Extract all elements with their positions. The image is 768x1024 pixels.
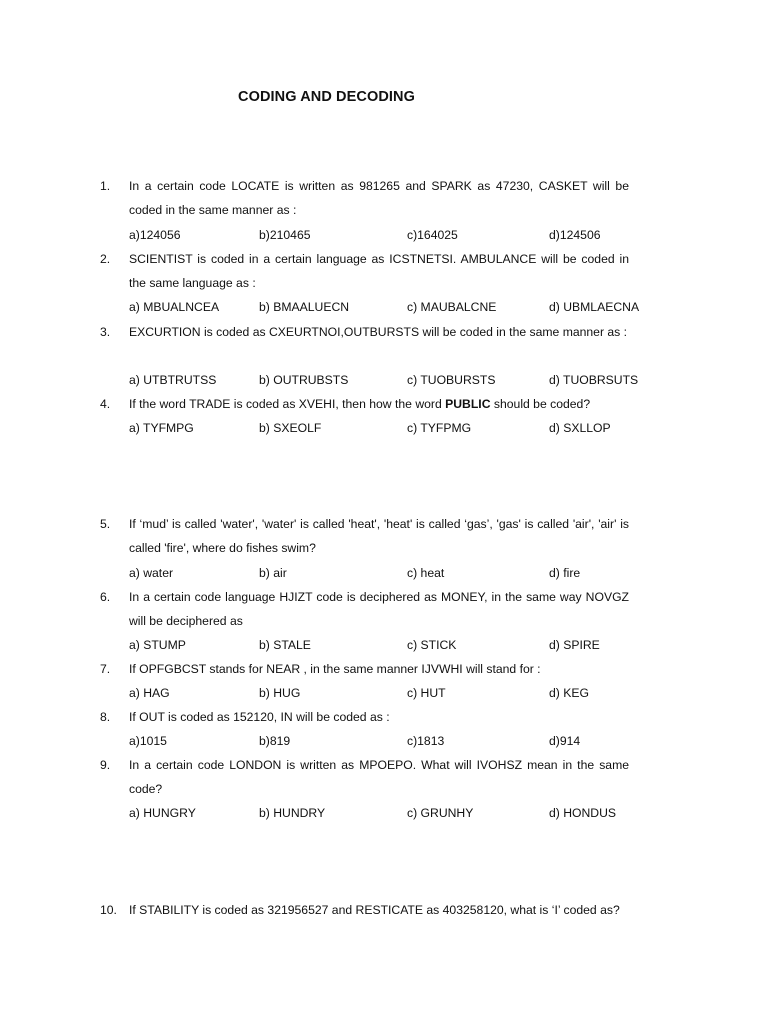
question-number: 7.	[100, 662, 111, 676]
question-number: 6.	[100, 590, 111, 604]
option-a: a) water	[129, 566, 174, 580]
question-9-options	[0, 801, 768, 825]
option-d: d) UBMLAECNA	[549, 300, 640, 314]
question-number: 3.	[100, 325, 111, 339]
option-b: b) BMAALUECN	[259, 300, 350, 314]
option-d: d) TUOBRSUTS	[549, 373, 639, 387]
question-text: In a certain code LONDON is written as MPOEPO. What will IVOHSZ mean in the same code?	[129, 758, 629, 797]
question-8-options	[0, 729, 768, 753]
question-5-options	[0, 561, 768, 585]
option-d: d) SXLLOP	[549, 421, 611, 435]
question-text: If OPFGBCST stands for NEAR , in the same manner IJVWHI will stand for :	[129, 662, 541, 676]
option-c: c) heat	[407, 566, 445, 580]
question-1-options	[0, 223, 768, 247]
option-a: a) MBUALNCEA	[129, 300, 220, 314]
question-number: 1.	[100, 179, 111, 193]
question-number: 4.	[100, 397, 111, 411]
option-d: d) KEG	[549, 686, 589, 700]
option-c: c) MAUBALCNE	[407, 300, 497, 314]
question-text: If STABILITY is coded as 321956527 and RESTICATE as 403258120, what is ‘I’ coded as?	[129, 903, 620, 917]
option-b: b)819	[259, 734, 291, 748]
option-b: b)210465	[259, 228, 311, 242]
option-c: c) TUOBURSTS	[407, 373, 496, 387]
option-c: c) HUT	[407, 686, 446, 700]
question-text: In a certain code LOCATE is written as 981265 and SPARK as 47230, CASKET will be coded in the same manner as :	[129, 179, 629, 218]
question-text-bold: PUBLIC	[445, 397, 491, 411]
question-text: EXCURTION is coded as CXEURTNOI,OUTBURSTS will be coded in the same manner as :	[129, 325, 628, 339]
option-a: a) HAG	[129, 686, 170, 700]
question-2-options	[0, 295, 768, 319]
option-d: d) HONDUS	[549, 806, 617, 820]
page-title: CODING AND DECODING	[238, 89, 415, 105]
option-b: b) air	[259, 566, 287, 580]
option-b: b) HUNDRY	[259, 806, 326, 820]
option-c: c)164025	[407, 228, 458, 242]
option-c: c)1813	[407, 734, 445, 748]
option-a: a) HUNGRY	[129, 806, 196, 820]
option-b: b) HUG	[259, 686, 301, 700]
option-b: b) OUTRUBSTS	[259, 373, 349, 387]
question-number: 5.	[100, 517, 111, 531]
option-d: d) SPIRE	[549, 638, 600, 652]
question-4-options	[0, 416, 768, 440]
option-b: b) SXEOLF	[259, 421, 322, 435]
option-d: d)124506	[549, 228, 601, 242]
question-7-options	[0, 681, 768, 705]
option-d: d) fire	[549, 566, 581, 580]
option-c: c) TYFPMG	[407, 421, 472, 435]
question-text: In a certain code language HJIZT code is deciphered as MONEY, in the same way NOVGZ will be deciphered as	[129, 590, 629, 629]
option-a: a)1015	[129, 734, 167, 748]
option-a: a) STUMP	[129, 638, 186, 652]
question-number: 10.	[100, 903, 117, 917]
question-text-end: should be coded?	[490, 397, 591, 411]
option-c: c) GRUNHY	[407, 806, 474, 820]
question-text: If OUT is coded as 152120, IN will be coded as :	[129, 710, 390, 724]
question-text-start: If the word TRADE is coded as XVEHI, then how the word	[129, 397, 446, 411]
question-number: 2.	[100, 252, 111, 266]
question-text: If ‘mud’ is called 'water', 'water' is called 'heat', 'heat' is called ‘gas’, 'gas' is called 'air', 'air' is called 'fire', where do fishes swim?	[129, 517, 629, 556]
option-a: a) UTBTRUTSS	[129, 373, 217, 387]
option-b: b) STALE	[259, 638, 311, 652]
question-text: SCIENTIST is coded in a certain language as ICSTNETSI. AMBULANCE will be coded in the same language as :	[129, 252, 629, 291]
question-6-options	[0, 633, 768, 657]
option-a: a)124056	[129, 228, 181, 242]
question-number: 8.	[100, 710, 111, 724]
question-3-options	[0, 368, 768, 392]
question-text	[129, 392, 629, 416]
question-number: 9.	[100, 758, 111, 772]
option-c: c) STICK	[407, 638, 457, 652]
option-a: a) TYFMPG	[129, 421, 194, 435]
option-d: d)914	[549, 734, 581, 748]
